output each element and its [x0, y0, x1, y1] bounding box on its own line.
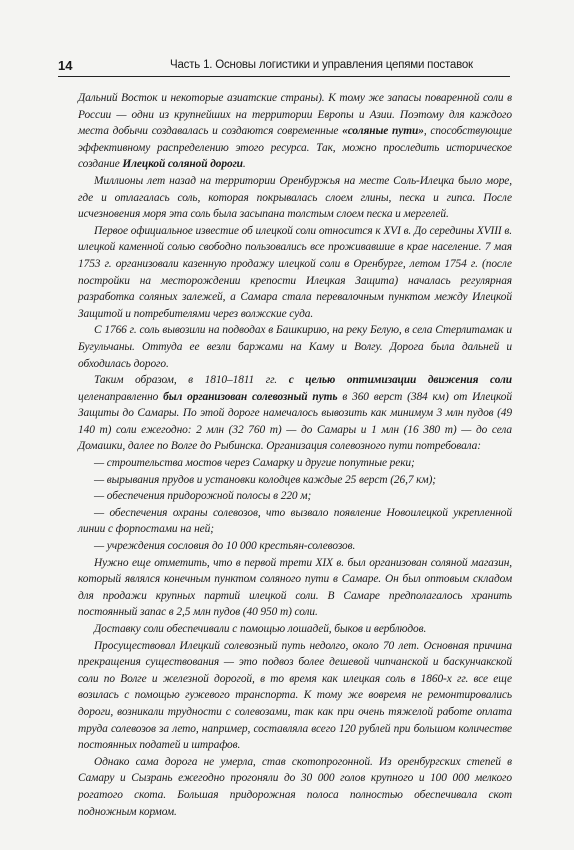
p5-bold-goal: с целью оптимизации движения соли — [288, 374, 513, 387]
paragraph-7: Доставку соли обеспечивали с помощью лошадей, быков и верблюдов. — [94, 623, 427, 635]
list-item: — обеспечения придорожной полосы в 220 м; — [94, 490, 312, 503]
list-item: — строительства мостов через Самарку и другие попутные реки; — [94, 457, 415, 470]
paragraph-3: Первое официальное известие об илецкой соли относится к XVI в. До середины XVIII в. илецкой каменной солью свободно пользовались все проживавшие в крае население. 7 мая 1753 г. организовали казенную продажу илецкой соли в Оренбурге, летом 1754 г. (после постройки на месторождении крепости Илецкая Защита) началась регулярная разработка соляных залежей, а Самара стала перевалочным пунктом между Илецкой Защитой и потребителями через волжские суда. — [78, 224, 512, 320]
p5-text-e: в 360 верст (384 км) от Илецкой Защиты до Самары. По этой дороге намечалось вывозить как минимум 3 млн пудов (49 140 т) соли ежегодно: 2 млн (32 760 т) — до Самары и 1 млн (16 380 т) — до села Домашки, далее по Волге до Рыбинска. Организация солевозного пути потребовала: — [78, 390, 512, 453]
page-header — [58, 58, 510, 76]
list-item: — учреждения сословия до 10 000 крестьян-солевозов. — [94, 540, 356, 553]
running-title: Часть 1. Основы логистики и управления цепями поставок — [170, 59, 473, 71]
body-text — [78, 90, 512, 820]
p5-bold-route: был организован солевозный путь — [163, 390, 338, 403]
list-item: — обеспечения охраны солевозов, что вызвало появление Новоилецкой укрепленной линии с форпостами на ней; — [78, 506, 512, 536]
p1-bold-salt-roads: «соляные пути» — [342, 125, 424, 138]
header-rule — [58, 76, 510, 77]
paragraph-8: Просуществовал Илецкий солевозный путь недолго, около 70 лет. Основная причина прекращения существования — это подвоз более дешевой чипчанской и баскунчакской соли по Волге и железной дорогой, в то время как илецкая соль в 1860-х гг. все еще возилась с помощью гужевого транспорта. К тому же вовремя не ремонтировались дороги, возникали трудности с солевозами, так как при очень тяжелой работе оплата труда солевозов за лето, например, составляла всего 120 рублей при большом количестве постоянных податей и штрафов. — [78, 639, 512, 752]
p1-text-c: , способствующие эффективному распределению этого ресурса. Так, можно проследить историческое создание — [78, 125, 512, 171]
p5-text-c: целенаправленно — [78, 390, 164, 403]
p5-text-a: Таким образом, в 1810–1811 гг. — [94, 374, 289, 387]
p1-bold-iletsk-road: Илецкой соляной дороги — [122, 158, 243, 171]
paragraph-4: С 1766 г. соль вывозили на подводах в Башкирию, на реку Белую, в села Стерлитамак и Бугульчаны. Оттуда ее везли баржами на Каму и Волгу. Дорога была дальней и обходилась дорого. — [78, 324, 512, 370]
paragraph-9: Однако сама дорога не умерла, став скотопрогонной. Из оренбургских степей в Самару и Сызрань ежегодно прогоняли до 30 000 голов крупного и 100 000 мелкого рогатого скота. Большая придорожная полоса полностью обеспечивала скот подножным кормом. — [78, 755, 512, 818]
page-number: 14 — [58, 58, 73, 73]
p1-text-e: . — [242, 158, 246, 171]
p1-text-a: Дальний Восток и некоторые азиатские страны). К тому же запасы поваренной соли в России — одни из крупнейших на территории Европы и Азии. Поэтому для каждого места добычи создавалась и создаются современные — [78, 92, 512, 138]
list-item: — вырывания прудов и установки колодцев каждые 25 верст (26,7 км); — [94, 473, 436, 486]
paragraph-6: Нужно еще отметить, что в первой трети XIX в. был организован соляной магазин, который являлся конечным пунктом соляного пути в Самаре. Он был оптовым складом для продажи крупных партий илецкой соли. В Самаре предполагалось хранить постоянный запас в 2,5 млн пудов (40 950 т) соли. — [78, 556, 512, 619]
paragraph-2: Миллионы лет назад на территории Оренбуржья на месте Соль-Илецка было море, где и отлагалась соль, которая покрывалась слоем глины, песка и гипса. После исчезновения моря эта соль была засыпана толстым слоем песка и мергелей. — [78, 174, 512, 221]
paragraph-5 — [78, 372, 512, 455]
paragraph-1 — [78, 90, 512, 173]
